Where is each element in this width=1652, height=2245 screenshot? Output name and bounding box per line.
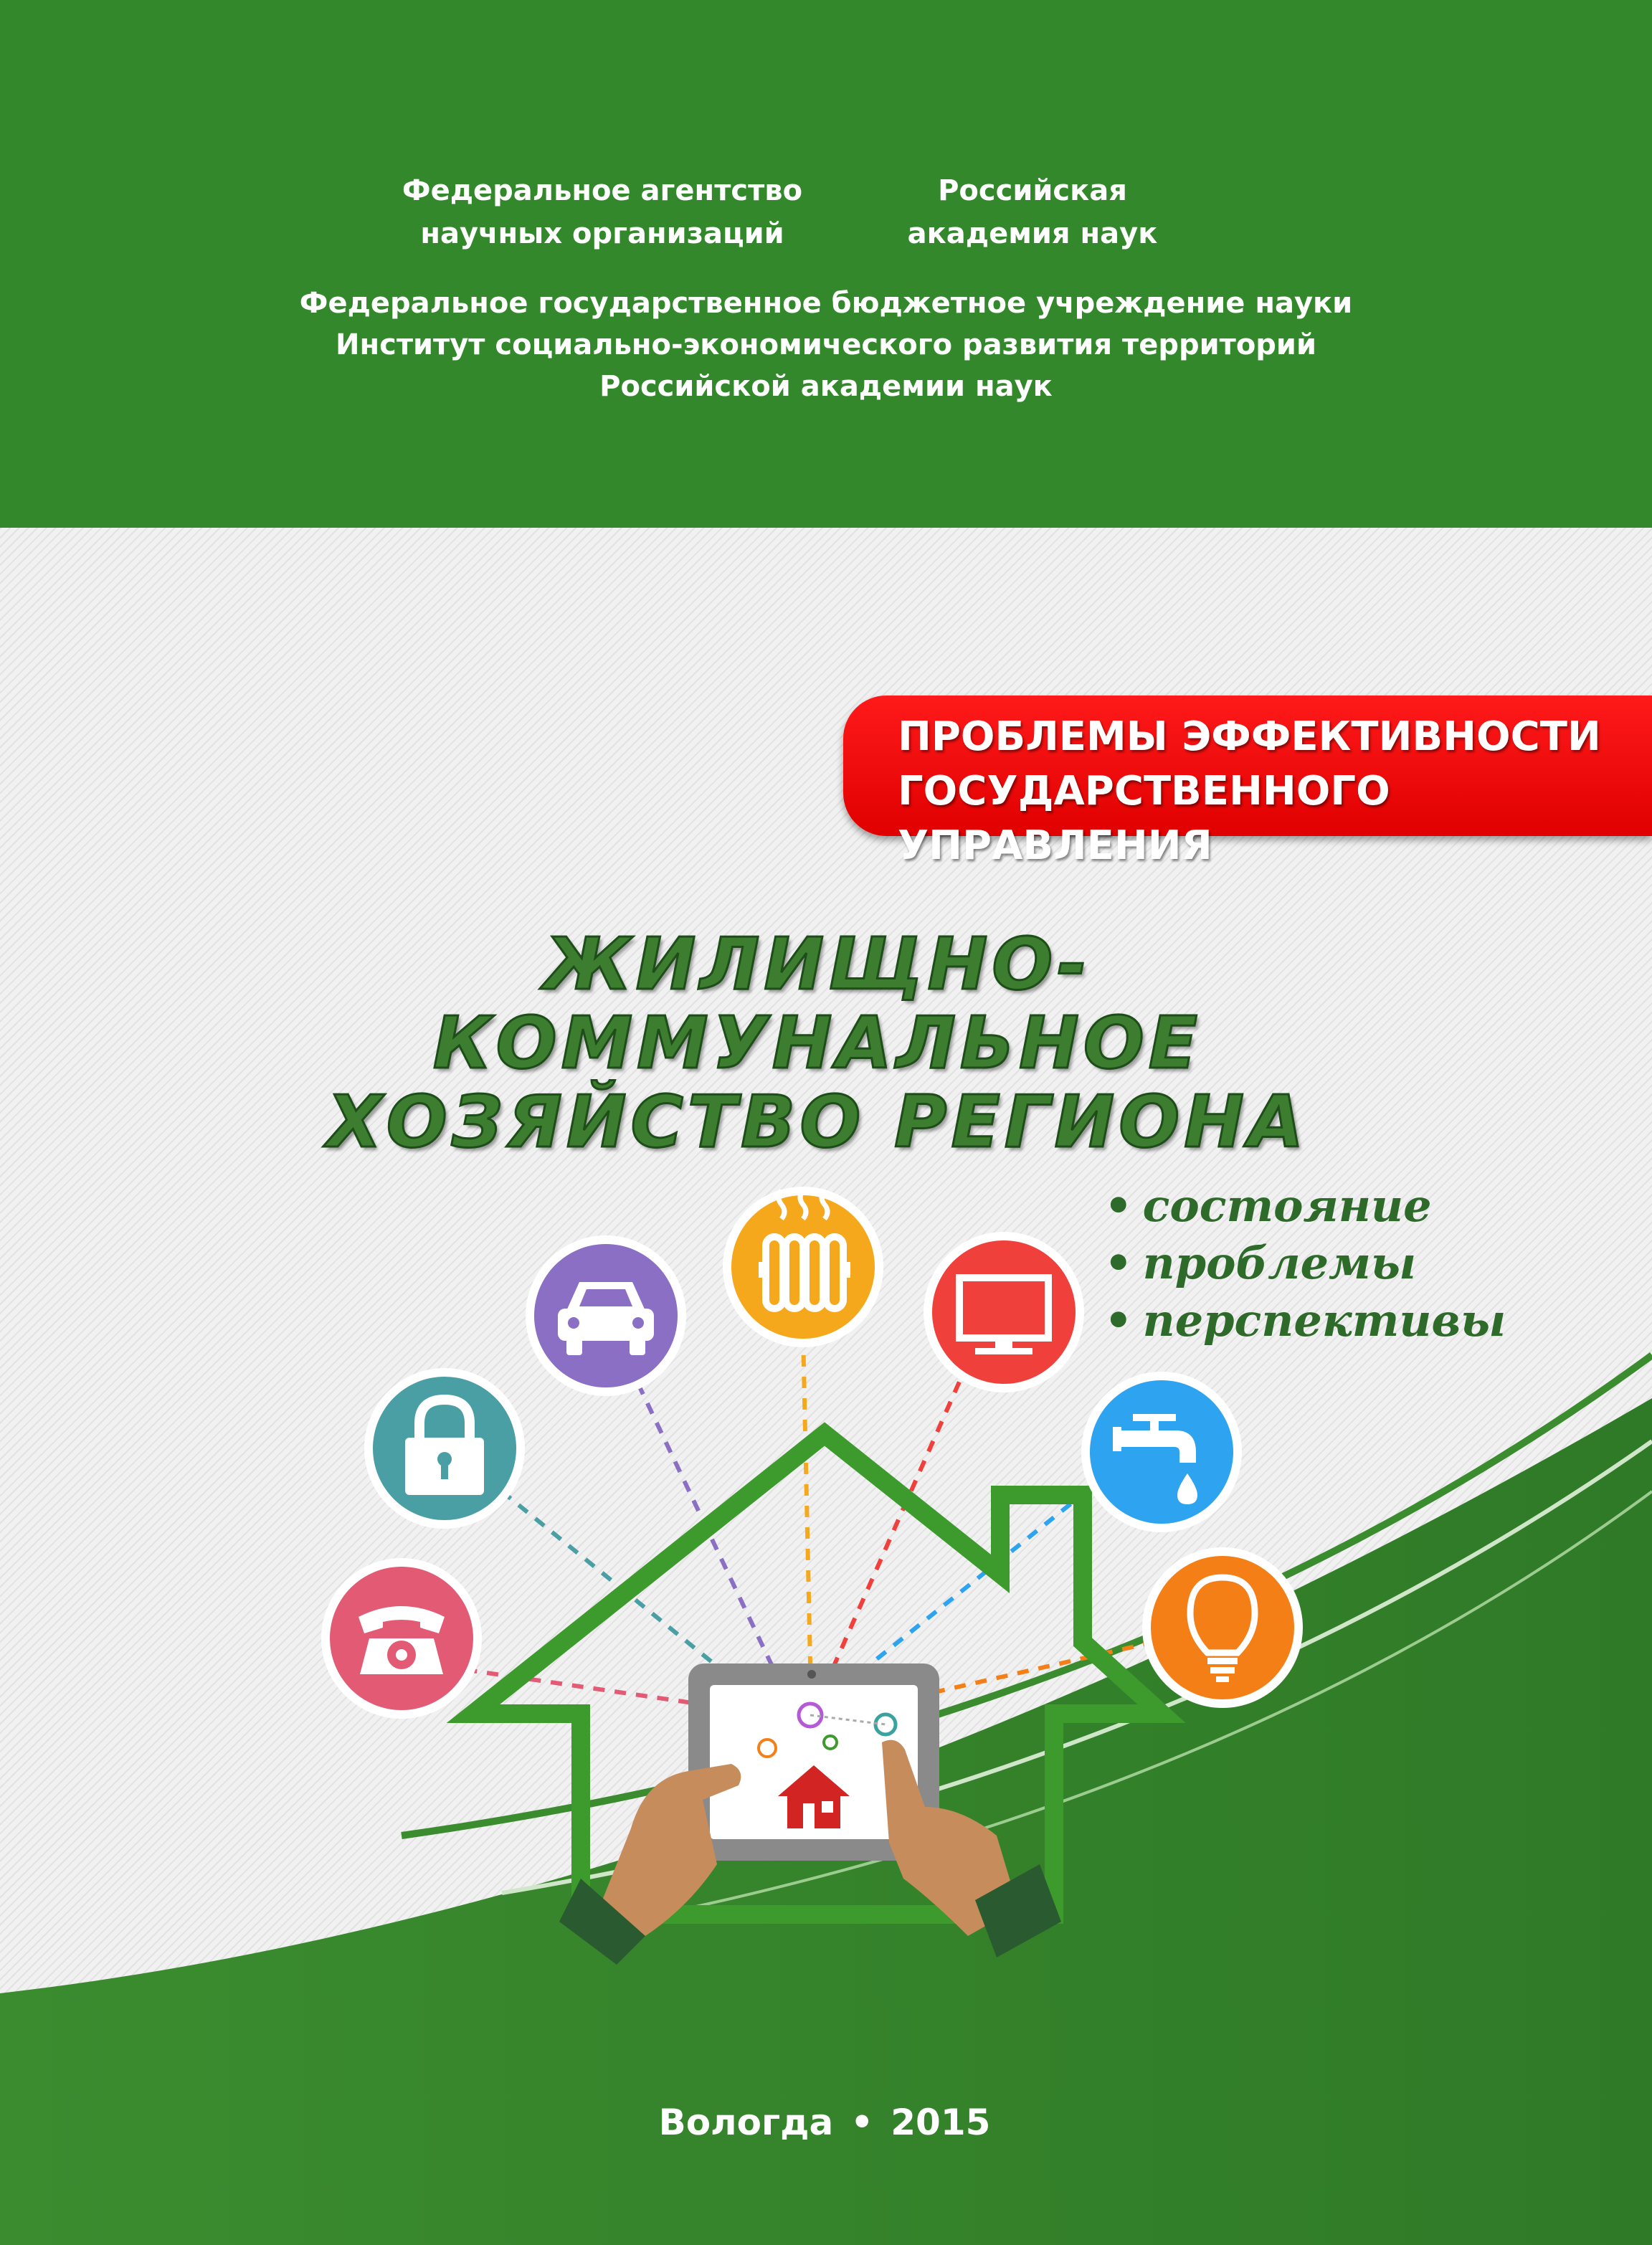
- institution-line2: Институт социально-экономического развития территорий: [336, 328, 1316, 361]
- water-tap-icon: [1081, 1372, 1242, 1532]
- org-agency-line2: научных организаций: [420, 217, 784, 250]
- topic-item: • проблемы: [1104, 1235, 1506, 1292]
- topic-item: • состояние: [1104, 1177, 1506, 1235]
- org-academy-line2: академия наук: [907, 217, 1158, 250]
- org-agency-line1: Федеральное агентство: [402, 174, 803, 207]
- org-academy-line1: Российская: [938, 174, 1127, 207]
- topic-item: • перспективы: [1104, 1292, 1506, 1349]
- monitor-icon: [924, 1232, 1084, 1392]
- lightbulb-icon: [1142, 1547, 1303, 1708]
- telephone-icon: [321, 1558, 482, 1719]
- book-title-line1: ЖИЛИЩНО-КОММУНАЛЬНОЕ: [432, 922, 1202, 1085]
- lock-icon: [364, 1368, 525, 1529]
- topic-list: [1104, 1177, 1506, 1349]
- book-title: [215, 922, 1420, 1164]
- institution-line3: Российской академии наук: [599, 370, 1053, 403]
- radiator-icon: [723, 1187, 883, 1347]
- book-title-line2: ХОЗЯЙСТВО РЕГИОНА: [326, 1080, 1309, 1164]
- car-icon: [526, 1235, 686, 1396]
- series-title: [898, 710, 1643, 873]
- imprint-separator: •: [850, 2102, 874, 2143]
- imprint: [602, 2101, 1047, 2144]
- institution-line1: Федеральное государственное бюджетное учреждение науки: [299, 287, 1353, 320]
- imprint-city: Вологда: [658, 2102, 834, 2143]
- series-title-line2: ГОСУДАРСТВЕННОГО УПРАВЛЕНИЯ: [898, 768, 1390, 869]
- series-title-line1: ПРОБЛЕМЫ ЭФФЕКТИВНОСТИ: [898, 713, 1601, 760]
- imprint-year: 2015: [891, 2102, 991, 2143]
